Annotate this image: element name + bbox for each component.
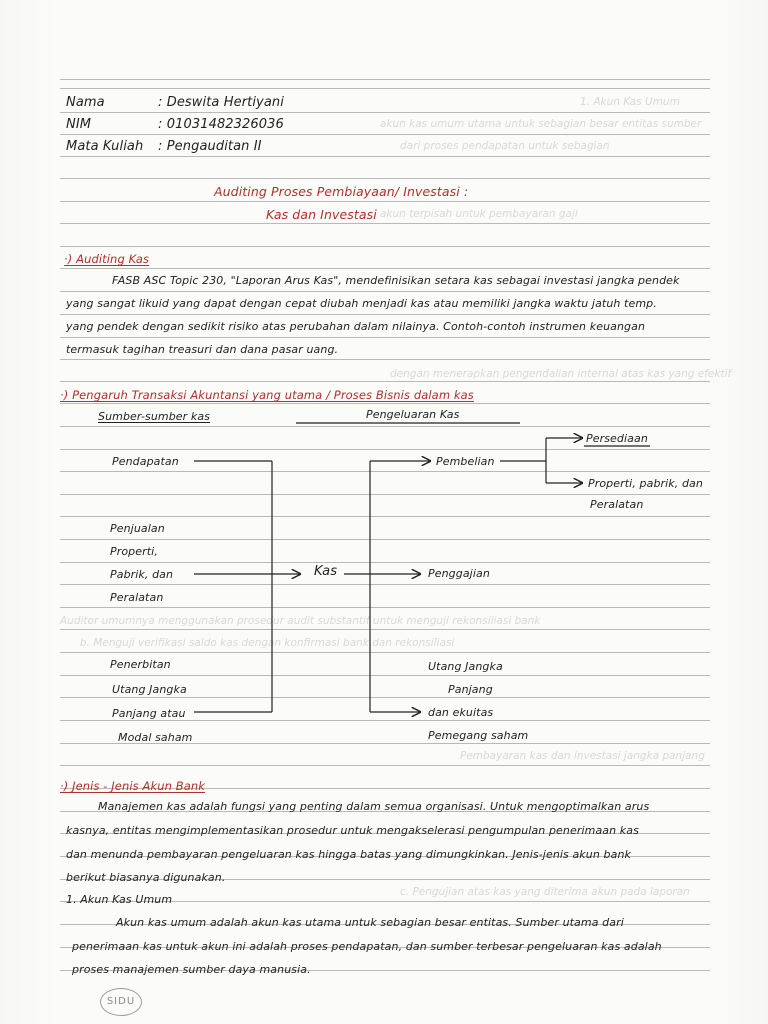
source-properti: Properti, xyxy=(110,545,158,558)
nim-label: NIM xyxy=(66,117,92,132)
source-penjualan: Penjualan xyxy=(110,522,165,535)
source-modal-saham: Modal saham xyxy=(118,731,193,744)
source-peralatan: Peralatan xyxy=(110,591,164,604)
expense-utang-jangka: Utang Jangka xyxy=(428,660,503,673)
subsection-line-1: Akun kas umum adalah akun kas utama untuk sebagian besar entitas. Sumber utama dari xyxy=(116,916,624,929)
nim-value: : 01031482326036 xyxy=(158,117,284,132)
purchase-properti-pabrik: Properti, pabrik, dan xyxy=(588,477,703,490)
mata-kuliah-label: Mata Kuliah xyxy=(66,139,144,154)
section1-line-3: yang pendek dengan sedikit risiko atas perubahan dalam nilainya. Contoh-contoh instrumen keuangan xyxy=(66,320,646,333)
purchase-peralatan: Peralatan xyxy=(590,498,644,511)
section1-line-1: FASB ASC Topic 230, "Laporan Arus Kas", mendefinisikan setara kas sebagai investasi jangka pendek xyxy=(112,274,680,287)
nama-value: : Deswita Hertiyani xyxy=(158,95,284,110)
section3-line-4: berikut biasanya digunakan. xyxy=(66,871,226,884)
section1-line-4: termasuk tagihan treasuri dan dana pasar uang. xyxy=(66,343,339,356)
mata-kuliah-value: : Pengauditan II xyxy=(158,139,262,154)
source-pabrik-dan: Pabrik, dan xyxy=(110,568,174,581)
section3-line-2: kasnya, entitas mengimplementasikan prosedur untuk mengakselerasi pengumpulan penerimaan kas xyxy=(66,824,639,837)
source-pendapatan: Pendapatan xyxy=(112,455,179,468)
page-title-line1: Auditing Proses Pembiayaan/ Investasi : xyxy=(214,184,469,199)
expense-pemegang-saham: Pemegang saham xyxy=(428,729,529,742)
section3-line-3: dan menunda pembayaran pengeluaran kas hingga batas yang dimungkinkan. Jenis-jenis akun bank xyxy=(66,848,631,861)
subsection-line-3: proses manajemen sumber daya manusia. xyxy=(72,963,311,976)
purchase-persediaan: Persediaan xyxy=(586,432,648,445)
section1-line-2: yang sangat likuid yang dapat dengan cepat diubah menjadi kas atau memiliki jangka waktu jatuh temp. xyxy=(66,297,657,310)
center-kas: Kas xyxy=(314,564,338,579)
section3-line-1: Manajemen kas adalah fungsi yang penting dalam semua organisasi. Untuk mengoptimalkan arus xyxy=(98,800,650,813)
nama-label: Nama xyxy=(66,95,105,110)
col-sumber-kas-heading: Sumber-sumber kas xyxy=(98,410,211,423)
section-pengaruh-transaksi-heading: ·) Pengaruh Transaksi Akuntansi yang utama / Proses Bisnis dalam kas xyxy=(60,388,474,402)
subsection-line-2: penerimaan kas untuk akun ini adalah proses pendapatan, dan sumber terbesar pengeluaran kas adalah xyxy=(72,940,662,953)
subheading-akun-kas-umum: 1. Akun Kas Umum xyxy=(66,893,173,906)
notebook-brand-logo: SIDU xyxy=(100,988,142,1016)
section-auditing-kas-heading: ·) Auditing Kas xyxy=(64,252,150,266)
expense-dan-ekuitas: dan ekuitas xyxy=(428,706,494,719)
source-utang-jangka: Utang Jangka xyxy=(112,683,187,696)
expense-pembelian: Pembelian xyxy=(436,455,495,468)
expense-panjang: Panjang xyxy=(448,683,493,696)
col-pengeluaran-kas-heading: Pengeluaran Kas xyxy=(366,408,460,421)
expense-penggajian: Penggajian xyxy=(428,567,490,580)
source-penerbitan: Penerbitan xyxy=(110,658,171,671)
section-jenis-akun-bank-heading: ·) Jenis - Jenis Akun Bank xyxy=(60,779,206,793)
notebook-page: 1. Akun Kas Umum akun kas umum utama untuk sebagian besar entitas sumber dari proses pendapatan untuk sebagian akun terpisah untuk pembayaran gaji dengan menerapkan pengendalian internal atas kas yang efektif Auditor umumnya menggunakan prosedur audit substantif untuk menguji rekonsiliasi bank b. Menguji verifikasi saldo kas dengan konfirmasi bank dan rekonsiliasi Pembayaran kas dan investasi jangka panjang c. Pengujian atas kas yang diterima akun pada laporan Nama : Deswita Hertiyani NIM : 01031482326036 Mata Kuliah : Pengauditan II Auditing Proses Pembiayaan/ Investasi : Kas dan Investasi ·) Auditing Kas FASB ASC Topic 230, "Laporan Arus Kas", mendefinisikan setara kas sebagai investasi jangka pendek yang sangat likuid yang dapat dengan cepat diubah menjadi kas atau memiliki jangka waktu jatuh temp. yang pendek dengan sedikit risiko atas perubahan dalam nilainya. Contoh-contoh instrumen keuangan termasuk tagihan treasuri dan dana pasar uang. ·) Pengaruh Transaksi Akuntansi yang utama / Proses Bisnis dalam kas Sumber-sumber kas Pengeluaran Kas Pendapatan Penjualan Properti, Pabrik, dan Peralatan Penerbitan Utang Jangka Panjang atau Modal saham Kas Pembelian Penggajian Utang Jangka Panjang dan ekuitas Pemegang saham Persediaan Properti, pabrik, dan Peralatan ·) Jenis - Jenis Akun Bank Manajemen kas adalah fungsi yang penting dalam semua organisasi. Untuk mengoptimalkan arus kasnya, entitas mengimplementasikan prosedur untuk mengakselerasi pengumpulan penerimaan kas dan menunda pembayaran pengeluaran kas hingga batas yang dimungkinkan. Jenis-jenis akun bank berikut biasanya digunakan. 1. Akun Kas Umum Akun kas umum adalah akun kas utama untuk sebagian besar entitas. Sumber utama dari penerimaan kas untuk akun ini adalah proses pendapatan, dan sumber terbesar pengeluaran kas adalah proses manajemen sumber daya manusia. SIDU xyxy=(0,0,768,1024)
page-title-line2: Kas dan Investasi xyxy=(266,207,377,222)
source-panjang-atau: Panjang atau xyxy=(112,707,186,720)
